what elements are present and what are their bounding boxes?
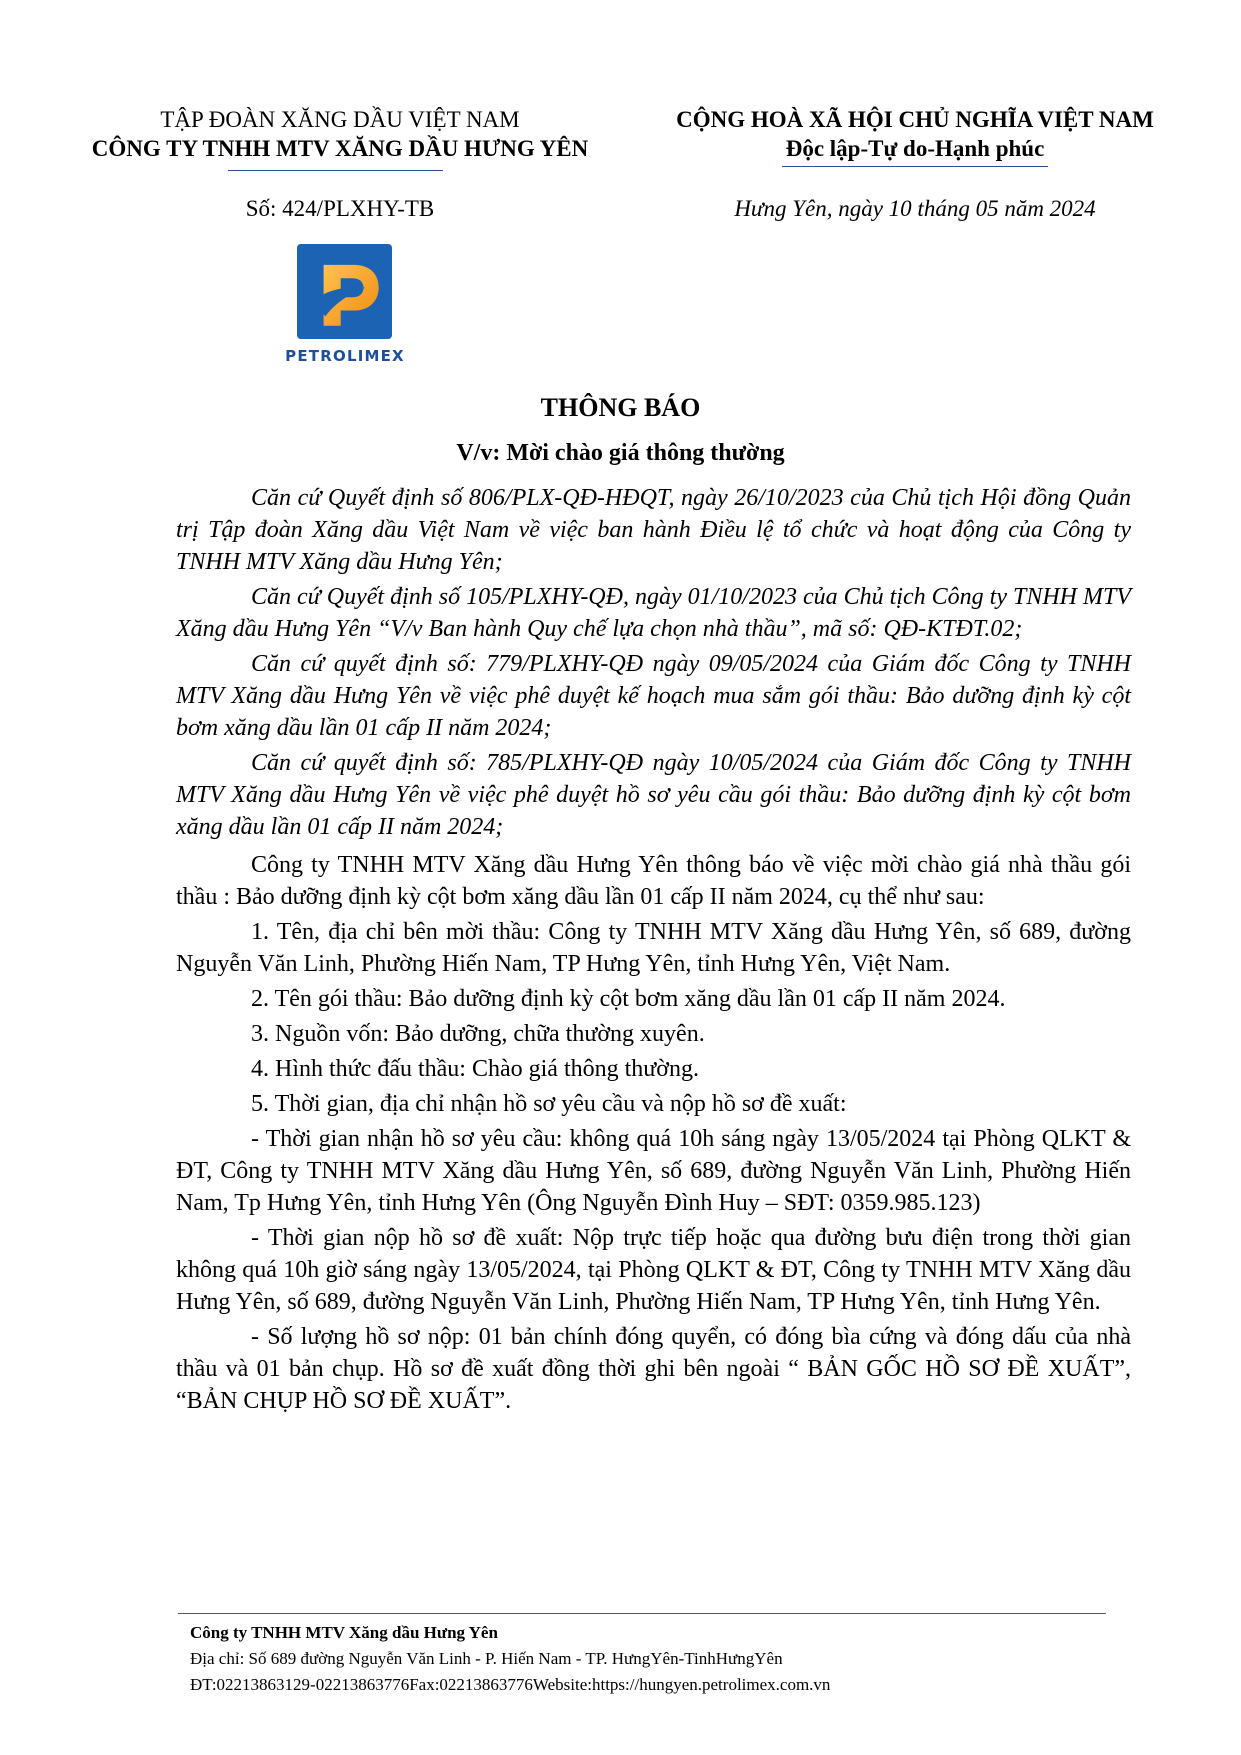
document-subject: V/v: Mời chào giá thông thường <box>456 440 785 466</box>
item-funding-source: 3. Nguồn vốn: Bảo dưỡng, chữa thường xuyên. <box>251 1021 705 1047</box>
legal-basis-paragraph: Căn cứ quyết định số: 785/PLXHY-QĐ ngày 10/05/2024 của Giám đốc Công ty TNHH MTV Xăng dầu Hưng Yên về việc phê duyệt hồ sơ yêu cầu gói thầu: Bảo dưỡng định kỳ cột bơm xăng dầu lần 01 cấp II năm 2024; <box>176 750 1131 840</box>
page-footer <box>190 1620 1140 1698</box>
document-title: THÔNG BÁO <box>540 393 701 422</box>
footer-divider <box>178 1613 1106 1614</box>
announcement-intro: Công ty TNHH MTV Xăng dầu Hưng Yên thông báo về việc mời chào giá nhà thầu gói thầu : Bảo dưỡng định kỳ cột bơm xăng dầu lần 01 cấp II năm 2024, cụ thể như sau: <box>176 852 1131 910</box>
item-package-name: 2. Tên gói thầu: Bảo dưỡng định kỳ cột bơm xăng dầu lần 01 cấp II năm 2024. <box>251 986 1006 1012</box>
legal-basis-paragraph: Căn cứ quyết định số: 779/PLXHY-QĐ ngày 09/05/2024 của Giám đốc Công ty TNHH MTV Xăng dầu Hưng Yên về việc phê duyệt kế hoạch mua sắm gói thầu: Bảo dưỡng định kỳ cột bơm xăng dầu lần 01 cấp II năm 2024; <box>176 651 1131 741</box>
country-name: CỘNG HOÀ XÃ HỘI CHỦ NGHĨA VIỆT NAM <box>676 107 1154 132</box>
footer-contact: ĐT:02213863129-02213863776Fax:02213863776Website:https://hungyen.petrolimex.com.vn <box>190 1675 831 1694</box>
national-motto: Độc lập-Tự do-Hạnh phúc <box>782 134 1049 167</box>
logo-wordmark: PETROLIMEX <box>285 347 405 365</box>
place-and-date: Hưng Yên, ngày 10 tháng 05 năm 2024 <box>734 196 1096 221</box>
document-number: Số: 424/PLXHY-TB <box>245 196 435 221</box>
sub-item-submit-proposal: - Thời gian nộp hồ sơ đề xuất: Nộp trực tiếp hoặc qua đường bưu điện trong thời gian không quá 10h giờ sáng ngày 13/05/2024, tại Phòng QLKT & ĐT, Công ty TNHH MTV Xăng dầu Hưng Yên, số 689, đường Nguyễn Văn Linh, Phường Hiến Nam, TP Hưng Yên, tỉnh Hưng Yên. <box>176 1225 1131 1315</box>
item-bidder-info: 1. Tên, địa chỉ bên mời thầu: Công ty TNHH MTV Xăng dầu Hưng Yên, số 689, đường Nguyễn Văn Linh, Phường Hiến Nam, TP Hưng Yên, tỉnh Hưng Yên, Việt Nam. <box>176 919 1131 977</box>
item-bidding-form: 4. Hình thức đấu thầu: Chào giá thông thường. <box>251 1056 699 1082</box>
company-logo <box>270 244 420 365</box>
issuing-company: CÔNG TY TNHH MTV XĂNG DẦU HƯNG YÊN <box>91 136 589 161</box>
sub-item-copies: - Số lượng hồ sơ nộp: 01 bản chính đóng quyển, có đóng bìa cứng và đóng dấu của nhà thầu và 01 bản chụp. Hồ sơ đề xuất đồng thời ghi bên ngoài “ BẢN GỐC HỒ SƠ ĐỀ XUẤT”, “BẢN CHỤP HỒ SƠ ĐỀ XUẤT”. <box>176 1324 1131 1414</box>
legal-basis-paragraph: Căn cứ Quyết định số 806/PLX-QĐ-HĐQT, ngày 26/10/2023 của Chủ tịch Hội đồng Quản trị Tập đoàn Xăng dầu Việt Nam về việc ban hành Điều lệ tổ chức và hoạt động của Công ty TNHH MTV Xăng dầu Hưng Yên; <box>176 485 1131 575</box>
issuer-block <box>60 106 620 164</box>
item-time-and-place: 5. Thời gian, địa chỉ nhận hồ sơ yêu cầu và nộp hồ sơ đề xuất: <box>251 1091 847 1117</box>
legal-basis-paragraph: Căn cứ Quyết định số 105/PLXHY-QĐ, ngày 01/10/2023 của Chủ tịch Công ty TNHH MTV Xăng dầu Hưng Yên “V/v Ban hành Quy chế lựa chọn nhà thầu”, mã số: QĐ-KTĐT.02; <box>176 584 1131 642</box>
footer-address: Địa chỉ: Số 689 đường Nguyễn Văn Linh - P. Hiến Nam - TP. HưngYên-TinhHưngYên <box>190 1649 783 1668</box>
petrolimex-logo-icon <box>297 244 392 339</box>
document-body <box>176 482 1131 1420</box>
issuer-underline <box>228 170 443 171</box>
footer-company: Công ty TNHH MTV Xăng dầu Hưng Yên <box>190 1623 498 1642</box>
national-heading <box>630 106 1200 167</box>
parent-organization: TẬP ĐOÀN XĂNG DẦU VIỆT NAM <box>160 107 520 132</box>
sub-item-receive-request: - Thời gian nhận hồ sơ yêu cầu: không quá 10h sáng ngày 13/05/2024 tại Phòng QLKT & ĐT, Công ty TNHH MTV Xăng dầu Hưng Yên, số 689, đường Nguyễn Văn Linh, Phường Hiến Nam, Tp Hưng Yên, tỉnh Hưng Yên (Ông Nguyễn Đình Huy – SĐT: 0359.985.123) <box>176 1126 1131 1216</box>
